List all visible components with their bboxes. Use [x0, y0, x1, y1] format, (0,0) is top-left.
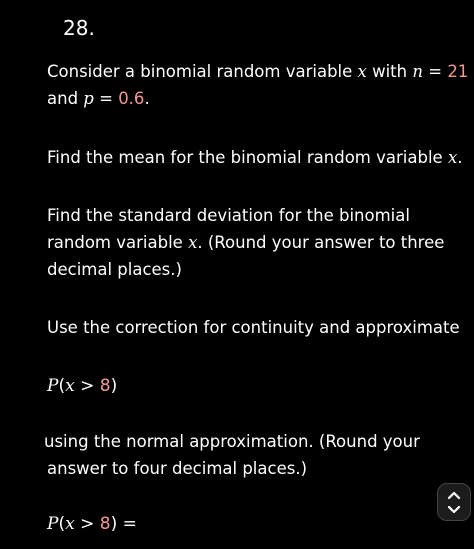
variable-x: x	[188, 233, 198, 252]
chevron-down-icon[interactable]	[447, 505, 461, 514]
variable-x: x	[447, 148, 458, 167]
prob-p: P	[47, 376, 59, 396]
prob-gt: >	[74, 376, 100, 396]
probability-expression	[47, 376, 117, 396]
scroll-nav-button[interactable]	[437, 483, 471, 521]
mean-prompt	[47, 148, 463, 168]
normal-prompt-line-1: using the normal approximation. (Round your	[44, 432, 420, 451]
answer-open: (	[58, 514, 66, 534]
intro-text: Consider a binomial random variable	[47, 62, 358, 81]
intro-line-2	[47, 89, 150, 109]
chevron-up-icon[interactable]	[447, 491, 461, 500]
answer-expression	[47, 514, 137, 534]
period: .	[457, 148, 463, 167]
variable-x: x	[357, 62, 367, 81]
mean-text: Find the mean for the binomial random variable	[47, 148, 448, 167]
sd-text-rest: . (Round your answer to three	[197, 233, 445, 252]
sd-prompt-line-3: decimal places.)	[47, 260, 182, 279]
normal-prompt-line-2: answer to four decimal places.)	[47, 459, 308, 478]
intro-and: and	[47, 89, 84, 108]
correction-prompt: Use the correction for continuity and approximate	[47, 318, 460, 337]
prob-open: (	[58, 376, 66, 396]
p-value: 0.6	[118, 89, 145, 108]
answer-value: 8	[99, 514, 111, 534]
intro-line-1	[47, 62, 468, 82]
variable-p: p	[83, 89, 94, 108]
answer-gt: >	[74, 514, 100, 534]
sd-text: random variable	[47, 233, 189, 252]
prob-x: x	[65, 376, 75, 396]
sd-prompt-line-1: Find the standard deviation for the binomial	[47, 206, 410, 225]
n-value: 21	[447, 62, 469, 81]
equals-sign: =	[93, 89, 119, 108]
period: .	[144, 89, 150, 108]
equals-sign: =	[422, 62, 448, 81]
question-number: 28.	[63, 16, 95, 40]
answer-x: x	[65, 514, 75, 534]
prob-close: )	[110, 376, 118, 396]
answer-p: P	[47, 514, 59, 534]
prob-value: 8	[99, 376, 111, 396]
intro-with: with	[366, 62, 413, 81]
variable-n: n	[412, 62, 423, 81]
sd-prompt-line-2	[47, 233, 444, 253]
answer-close: ) =	[110, 514, 137, 534]
